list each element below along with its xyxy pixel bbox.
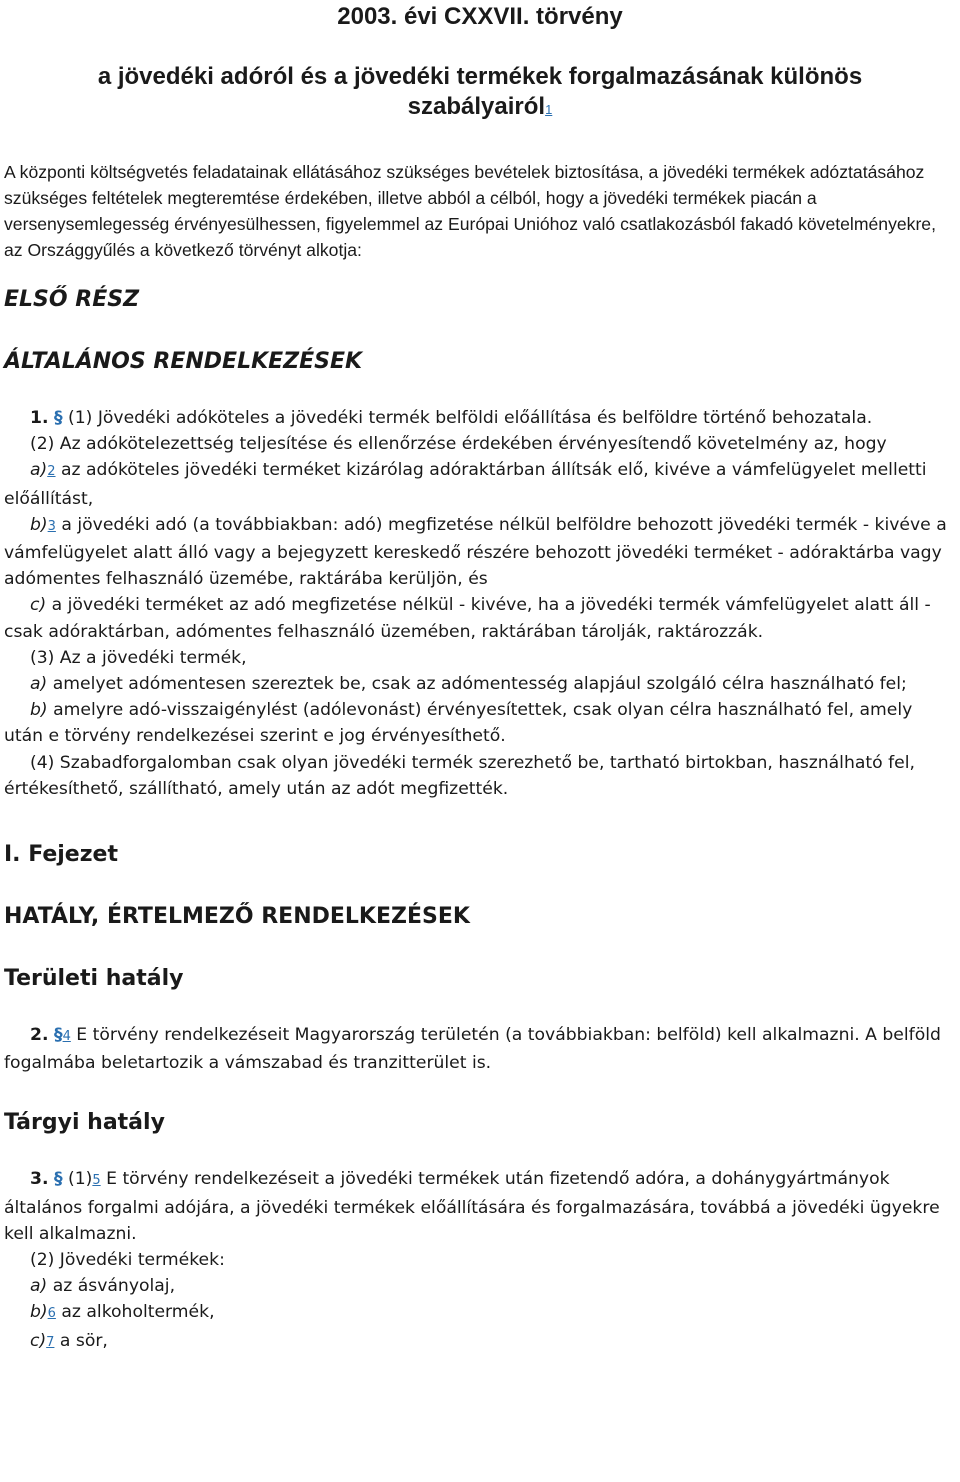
- section-3-para-1-text: E törvény rendelkezéseit a jövedéki termékek után fizetendő adóra, a dohánygyártmányok általános forgalmi adójára, a jövedéki termékek előállítására és forgalmazására, továbbá a jövedéki ügyekre kell alkalmazni.: [4, 1169, 940, 1244]
- footnote-link-6[interactable]: 6: [47, 1306, 56, 1322]
- section-3-point-a: [4, 1273, 956, 1299]
- section-1-para-1: [4, 405, 956, 431]
- section-1-mark: §: [53, 408, 63, 428]
- section-2-text: E törvény rendelkezéseit Magyarország területén (a továbbiakban: belföld) kell alkalmazni. A belföld fogalmába beletartozik a vámszabad és tranzitterület is.: [4, 1025, 941, 1074]
- chapter-title: I. Fejezet: [4, 842, 118, 868]
- section-1-point-b-label: b): [30, 514, 48, 535]
- section-3-point-a-label: a): [30, 1276, 48, 1297]
- law-title: 2003. évi CXXVII. törvény: [337, 3, 623, 30]
- section-1-point-c-text: a jövedéki terméket az adó megfizetése nélkül - kivéve, ha a jövedéki termék vámfelügyelet alatt áll - csak adóraktárban, adómentes felhasználó üzemében, raktárában tárolják, raktározzák.: [4, 595, 931, 642]
- section-1-para-3-point-a: [4, 671, 956, 697]
- heading-material-scope: Tárgyi hatály: [4, 1110, 165, 1136]
- footnote-link-2[interactable]: 2: [47, 464, 56, 480]
- section-1-point-a-label: a): [30, 460, 48, 481]
- footnote-link-4[interactable]: 4: [62, 1029, 71, 1045]
- section-1-para-1-text: (1) Jövedéki adóköteles a jövedéki termék belföldi előállítása és belföldre történő behozatala.: [68, 408, 873, 428]
- section-1-number: 1.: [30, 408, 49, 428]
- section-1-para-3: (3) Az a jövedéki termék,: [30, 647, 247, 668]
- footnote-link-1[interactable]: 1: [545, 102, 553, 117]
- section-2-mark: §: [53, 1025, 63, 1046]
- footnote-link-3[interactable]: 3: [47, 518, 56, 534]
- law-subtitle: [4, 62, 956, 125]
- section-3-point-a-text: az ásványolaj,: [47, 1276, 176, 1297]
- law-subtitle-line1: a jövedéki adóról és a jövedéki termékek forgalmazásának különös: [97, 63, 863, 90]
- section-3-para-1: [4, 1166, 956, 1247]
- section-3-para-1-lead: (1): [62, 1169, 93, 1190]
- section-1-point-a: [4, 457, 956, 511]
- section-3-point-b: [4, 1299, 956, 1327]
- footnote-link-5[interactable]: 5: [92, 1173, 101, 1189]
- section-1-point-b: [4, 512, 956, 593]
- section-2-para: [4, 1022, 956, 1076]
- section-1-para-3-point-a-label: a): [30, 674, 48, 695]
- part-subtitle: ÁLTALÁNOS RENDELKEZÉSEK: [4, 349, 363, 374]
- section-1-point-c: [4, 592, 956, 644]
- section-1-point-a-text: az adóköteles jövedéki terméket kizárólag adóraktárban állítsák elő, kivéve a vámfelügyelet melletti előállítást,: [4, 460, 927, 509]
- section-1-point-c-label: c): [30, 595, 47, 616]
- section-1-para-3-point-b-label: b): [30, 700, 48, 721]
- section-3-point-b-text: az alkoholtermék,: [55, 1302, 215, 1323]
- law-subtitle-line2: szabályairól: [407, 93, 546, 120]
- section-1-para-3-point-a-text: amelyet adómentesen szereztek be, csak az adómentesség alapjául szolgáló célra használható fel;: [47, 674, 907, 695]
- document-page: [4, 0, 956, 1356]
- section-1-para-3-point-b: [4, 697, 956, 749]
- section-3-point-c-label: c): [30, 1330, 47, 1351]
- section-3-point-c: [4, 1328, 956, 1356]
- chapter-subtitle: HATÁLY, ÉRTELMEZŐ RENDELKEZÉSEK: [4, 904, 470, 930]
- section-2: [4, 1022, 956, 1076]
- section-1-para-3-point-b-text: amelyre adó-visszaigénylést (adólevonást) érvényesítettek, csak olyan célra használható fel, amely után e törvény rendelkezései szerint e jog érvényesíthető.: [4, 700, 913, 747]
- section-3-number: 3.: [30, 1169, 49, 1190]
- section-3-para-2: (2) Jövedéki termékek:: [30, 1250, 225, 1271]
- section-1: [4, 405, 956, 802]
- section-3-point-c-text: a sör,: [54, 1330, 108, 1351]
- section-3-point-b-label: b): [30, 1302, 48, 1323]
- preamble: A központi költségvetés feladatainak ellátásához szükséges bevételek biztosítása, a jövedéki termékek adóztatásához szükséges feltételek megteremtése érdekében, illetve abból a célból, hogy a jövedéki termékek piacán a versenysemlegesség érvényesülhessen, figyelemmel az Európai Unióhoz való csatlakozásból fakadó követelményekre, az Országgyűlés a következő törvényt alkotja:: [4, 162, 936, 260]
- section-1-para-4: (4) Szabadforgalomban csak olyan jövedéki termék szerezhető be, tartható birtokban, használható fel, értékesíthető, szállítható, amely után az adót megfizették.: [4, 752, 915, 799]
- footnote-link-7[interactable]: 7: [46, 1334, 55, 1350]
- section-3-mark: §: [53, 1169, 63, 1190]
- section-1-point-b-text: a jövedéki adó (a továbbiakban: adó) megfizetése nélkül belföldre behozott jövedéki termék - kivéve a vámfelügyelet alatt álló vagy a bejegyzett kereskedő részére behozott jövedéki terméket - adóraktárba vagy adómentes felhasználó üzemébe, raktárába kerüljön, és: [4, 514, 947, 590]
- section-2-number: 2.: [30, 1025, 49, 1046]
- heading-territorial-scope: Területi hatály: [4, 966, 184, 992]
- section-3: [4, 1166, 956, 1355]
- section-1-para-2: (2) Az adókötelezettség teljesítése és ellenőrzése érdekében érvényesítendő követelmény az, hogy: [30, 434, 887, 455]
- part-title: ELSŐ RÉSZ: [4, 287, 140, 312]
